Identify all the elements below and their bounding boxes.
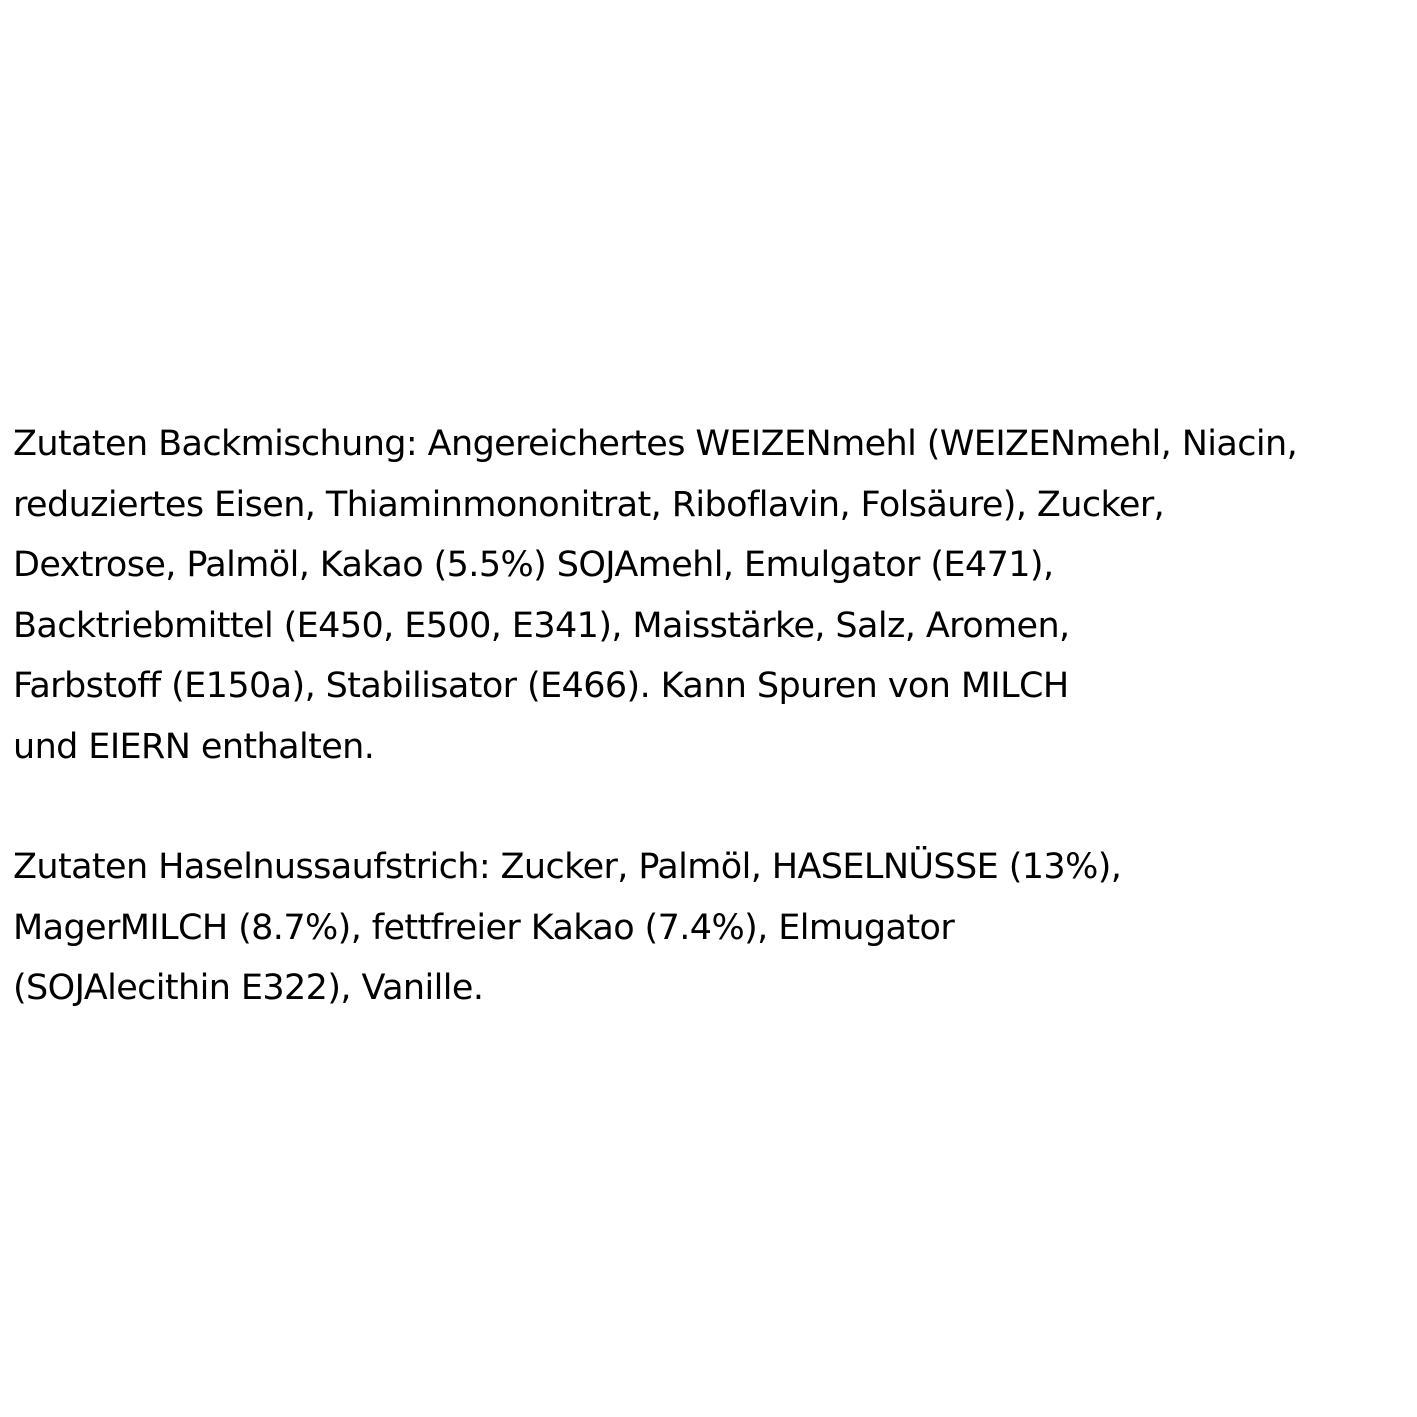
text-line: MagerMILCH (8.7%), fettfreier Kakao (7.4%), Elmugator [13, 907, 955, 948]
hazelnut-spread-ingredients-paragraph [13, 837, 1408, 1019]
text-line: (SOJAlecithin E322), Vanille. [13, 968, 484, 1008]
text-line: Dextrose, Palmöl, Kakao (5.5%) SOJAmehl, Emulgator (E471), [13, 545, 1054, 585]
text-line: Zutaten Backmischung: Angereichertes WEIZENmehl (WEIZENmehl, Niacin, [13, 424, 1298, 464]
text-line: Zutaten Haselnussaufstrich: Zucker, Palmöl, HASELNÜSSE (13%), [13, 847, 1122, 887]
text-line: und EIERN enthalten. [13, 726, 375, 767]
text-line: Backtriebmittel (E450, E500, E341), Maisstärke, Salz, Aromen, [13, 605, 1070, 646]
bake-mix-ingredients-paragraph [13, 414, 1408, 777]
paragraph-spacer [13, 777, 1408, 837]
text-line: reduziertes Eisen, Thiaminmononitrat, Riboflavin, Folsäure), Zucker, [13, 484, 1165, 525]
text-line: Farbstoff (E150a), Stabilisator (E466). Kann Spuren von MILCH [13, 666, 1069, 706]
ingredients-document [13, 414, 1408, 1019]
